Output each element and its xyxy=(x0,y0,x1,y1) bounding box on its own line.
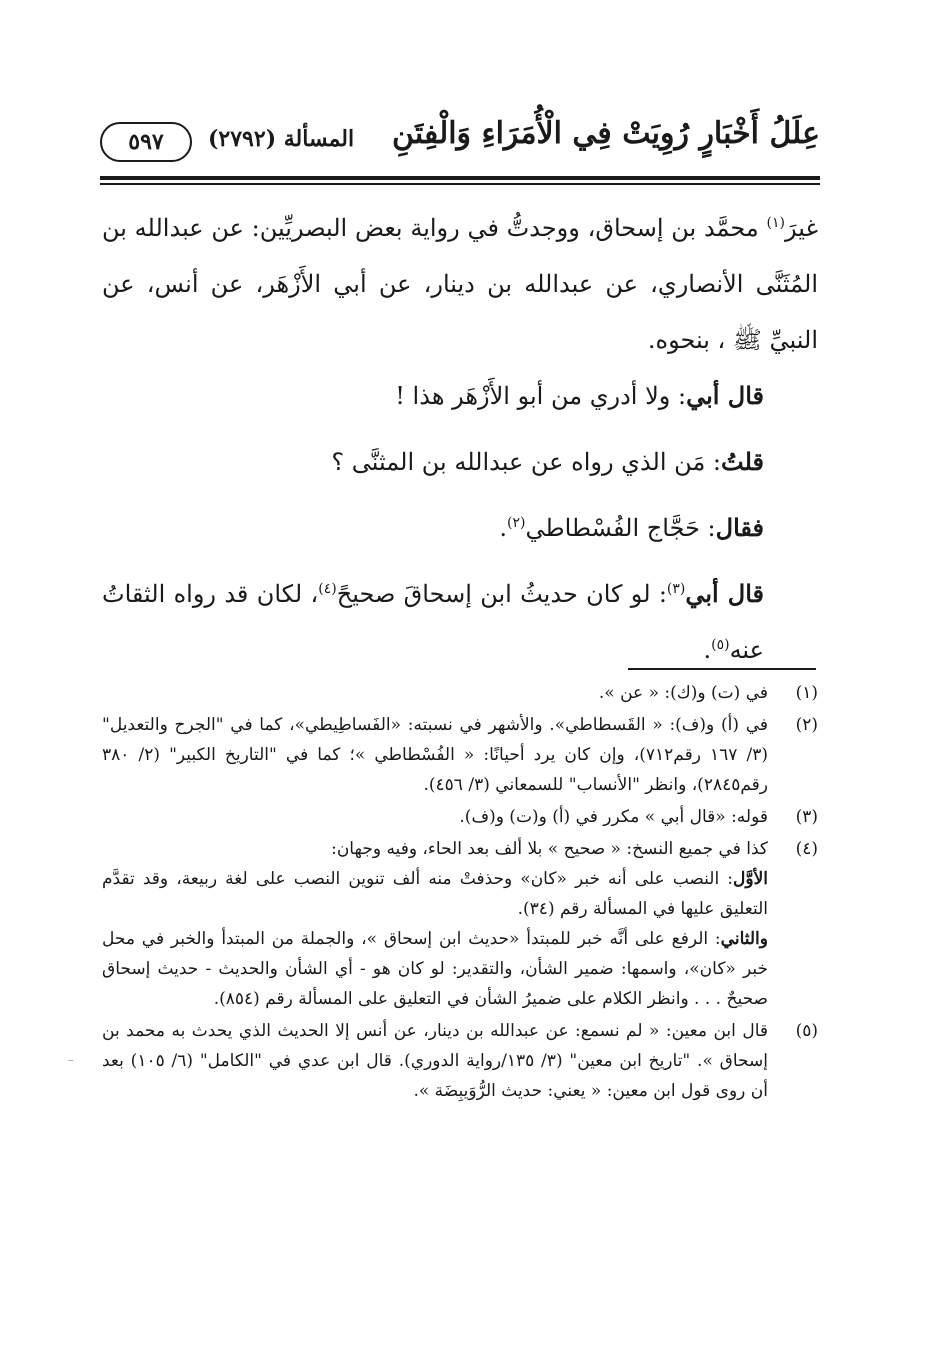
footnote-ref: (٣) xyxy=(666,581,686,597)
text-run: غيرَ xyxy=(784,214,818,242)
footnote-ref: (٢) xyxy=(507,515,526,531)
footnote-number: (٢) xyxy=(795,715,818,735)
footnote-number: (١) xyxy=(795,683,818,703)
text-run: : لو كان حديثُ ابن إسحاقَ صحيحً xyxy=(336,580,667,608)
main-text xyxy=(102,200,818,678)
speaker-label: فقال xyxy=(715,513,764,542)
speaker-label: قلتُ xyxy=(721,447,764,476)
footnote-number: (٥) xyxy=(795,1021,818,1041)
footnote-separator xyxy=(628,668,816,670)
speaker-label: قال أبي xyxy=(685,579,764,608)
page-number: ٥٩٧ xyxy=(128,129,164,155)
footnote-ref: (١) xyxy=(766,215,785,231)
paragraph-4 xyxy=(102,500,818,556)
text-run: : ولا أدري من أبو الأَزْهَر هذا ! xyxy=(395,382,687,410)
subitem-text: : الرفع على أنَّه خبر للمبتدأ «حديث ابن إسحاق »، والجملة من المبتدأ والخبر في محل خبر «كان»، واسمها: ضمير الشأن، والتقدير: لو كان هو - أي الشأن والحديث - حديث إسحاق صحيحٌ . . . وانظر الكلام على ضميرُ الشأن في التعليق على المسألة رقم (٨٥٤). xyxy=(102,929,768,1009)
page-header xyxy=(100,112,820,172)
subitem-label: الأوَّل xyxy=(733,869,768,889)
page-number-badge xyxy=(100,122,192,162)
speaker-label: قال أبي xyxy=(686,381,764,410)
footnote-subitem xyxy=(102,864,768,924)
subitem-label: والثاني xyxy=(720,929,768,949)
paragraph-3 xyxy=(102,434,818,490)
text-run: . xyxy=(499,514,508,542)
footnote-subitem xyxy=(102,924,768,1014)
footnote-text: في (أ) و(ف): « القَسطاطي». والأشهر في نسبته: «الفَساطِيطي»، كما في "الجرح والتعديل" (٣/ ١٦٧ رقم٧١٢)، وإن كان يرد أحيانًا: « الفُسْطاطي »؛ كما في "التاريخ الكبير" (٢/ ٣٨٠ رقم٢٨٤٥)، وانظر "الأنساب" للسمعاني (٣/ ٤٥٦). xyxy=(102,715,768,795)
margin-mark xyxy=(68,1060,74,1061)
text-run: . xyxy=(703,636,712,664)
footnote-text: قوله: «قال أبي » مكرر في (أ) و(ت) و(ف). xyxy=(459,807,768,827)
footnote-ref: (٤) xyxy=(318,581,337,597)
text-run: : حَجَّاج الفُسْطاطي xyxy=(525,514,716,542)
footnote-item xyxy=(102,834,818,1014)
paragraph-2 xyxy=(102,368,818,424)
footnote-item xyxy=(102,802,818,832)
subitem-text: : النصب على أنه خبر «كان» وحذفتْ منه ألف تنوين النصب على لغة ربيعة، وقد تقدَّم التعليق عليها في المسألة رقم (٣٤). xyxy=(102,869,768,919)
paragraph-1 xyxy=(102,200,818,368)
footnote-item xyxy=(102,710,818,800)
header-rule-thin xyxy=(100,183,820,185)
text-run: محمَّد بن إسحاق، ووجدتُّ في رواية بعض البصريِّين: عن عبدالله بن المُثَنَّى الأنصاري، عن عبدالله بن دينار، عن أبي الأَزْهَر، عن أنس، عن النبيِّ ﷺ ، بنحوه. xyxy=(102,214,818,354)
footnote-ref: (٥) xyxy=(711,637,730,653)
footnote-item xyxy=(102,678,818,708)
text-run: : مَن الذي رواه عن عبدالله بن المثنَّى ؟ xyxy=(331,448,722,476)
header-rule-thick xyxy=(100,176,820,180)
issue-number-label: المسألة (٢٧٩٢) xyxy=(208,126,355,152)
running-title: عِلَلُ أَخْبَارٍ رُوِيَتْ فِي الْأُمَرَاءِ وَالْفِتَنِ xyxy=(392,116,820,151)
footnote-text: في (ت) و(ك): « عن ». xyxy=(598,683,768,703)
paragraph-5 xyxy=(102,566,818,678)
footnote-text: قال ابن معين: « لم نسمع: عن عبدالله بن دينار، عن أنس إلا الحديث الذي يحدث به محمد بن إسحاق ». "تاريخ ابن معين" (٣/ ١٣٥/رواية الدوري). قال ابن عدي في "الكامل" (٦/ ١٠٥) بعد أن روى قول ابن معين: « يعني: حديث الرُّوَيبِضَة ». xyxy=(102,1021,768,1101)
footnote-number: (٤) xyxy=(795,839,818,859)
footnotes xyxy=(102,678,818,1108)
footnote-text: كذا في جميع النسخ: « صحيح » بلا ألف بعد الحاء، وفيه وجهان: xyxy=(331,839,768,859)
footnote-number: (٣) xyxy=(795,807,818,827)
text-run: ، لكان قد رواه الثقاتُ عنه xyxy=(102,580,764,664)
footnote-item xyxy=(102,1016,818,1106)
